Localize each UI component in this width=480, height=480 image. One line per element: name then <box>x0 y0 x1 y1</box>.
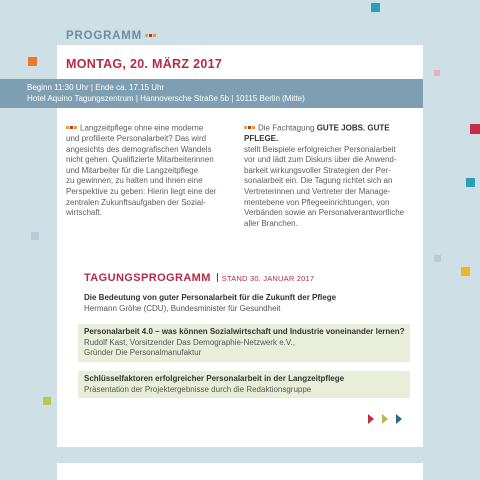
dots-icon <box>66 123 78 134</box>
decorative-square <box>371 3 380 12</box>
decorative-square <box>43 397 51 405</box>
arrow-right-icon <box>396 414 402 424</box>
arrow-right-icon <box>382 414 388 424</box>
decorative-square <box>28 57 37 66</box>
intro-right-column: Die Fachtagung GUTE JOBS. GUTE PFLEGE. stellt Beispiele erfolgreicher Personalarbeit vor und lädt zum Diskurs über die Anwend- barkeit wirkungsvoller Strategien der Per- sonalarbeit ein. Die Tagung richtet sich an Vertreterinnen und Vertreter der Manage- mentebene von Pflegeeinrichtungen, von Verbänden sowie an Personalverantwortliche aller Branchen. <box>244 123 405 228</box>
program-item: Schlüsselfaktoren erfolgreicher Personalarbeit in der Langzeitpflege Präsentation der Projektergebnisse durch die Redaktionsgruppe <box>78 371 410 398</box>
info-time: Beginn 11:30 Uhr | Ende ca. 17.15 Uhr <box>27 83 165 92</box>
section-label: PROGRAMM <box>66 30 157 42</box>
info-band <box>0 79 423 108</box>
decorative-square <box>461 267 470 276</box>
next-card <box>57 463 423 480</box>
info-location: Hotel Aquino Tagungszentrum | Hannoversche Straße 5b | 10115 Berlin (Mitte) <box>27 94 305 103</box>
decorative-square <box>434 255 441 262</box>
event-date: MONTAG, 20. MÄRZ 2017 <box>66 57 223 71</box>
dots-icon <box>244 123 256 134</box>
dots-icon <box>145 30 157 42</box>
next-arrows[interactable] <box>368 411 410 429</box>
decorative-square <box>31 232 39 240</box>
decorative-square <box>470 124 480 134</box>
arrow-right-icon <box>368 414 374 424</box>
program-item: Personalarbeit 4.0 – was können Sozialwirtschaft und Industrie voneinander lernen? Rudolf Kast, Vorsitzender Das Demographie-Netzwerk e.V., Gründer Die Personalmanufaktur <box>78 324 410 362</box>
intro-left-column: Langzeitpflege ohne eine moderne und profilierte Personalarbeit? Das wird angesichts des demografischen Wandels nicht gehen. Qualifizierte Mitarbeiterinnen und Mitarbeiter für die Langzeitpflege zu gewinnen, zu halten und ihnen eine Perspektive zu geben: Hierin liegt eine der zentralen Zukunftsaufgaben der Sozial- wirtschaft. <box>66 123 217 218</box>
program-stand: STAND 30. JANUAR 2017 <box>221 274 315 283</box>
program-item: Die Bedeutung von guter Personalarbeit für die Zukunft der Pflege Hermann Gröhe (CDU), Bundesminister für Gesundheit <box>84 293 337 313</box>
program-heading: TAGUNGSPROGRAMM STAND 30. JANUAR 2017 <box>84 272 315 284</box>
decorative-square <box>466 178 475 187</box>
decorative-square <box>434 70 440 76</box>
